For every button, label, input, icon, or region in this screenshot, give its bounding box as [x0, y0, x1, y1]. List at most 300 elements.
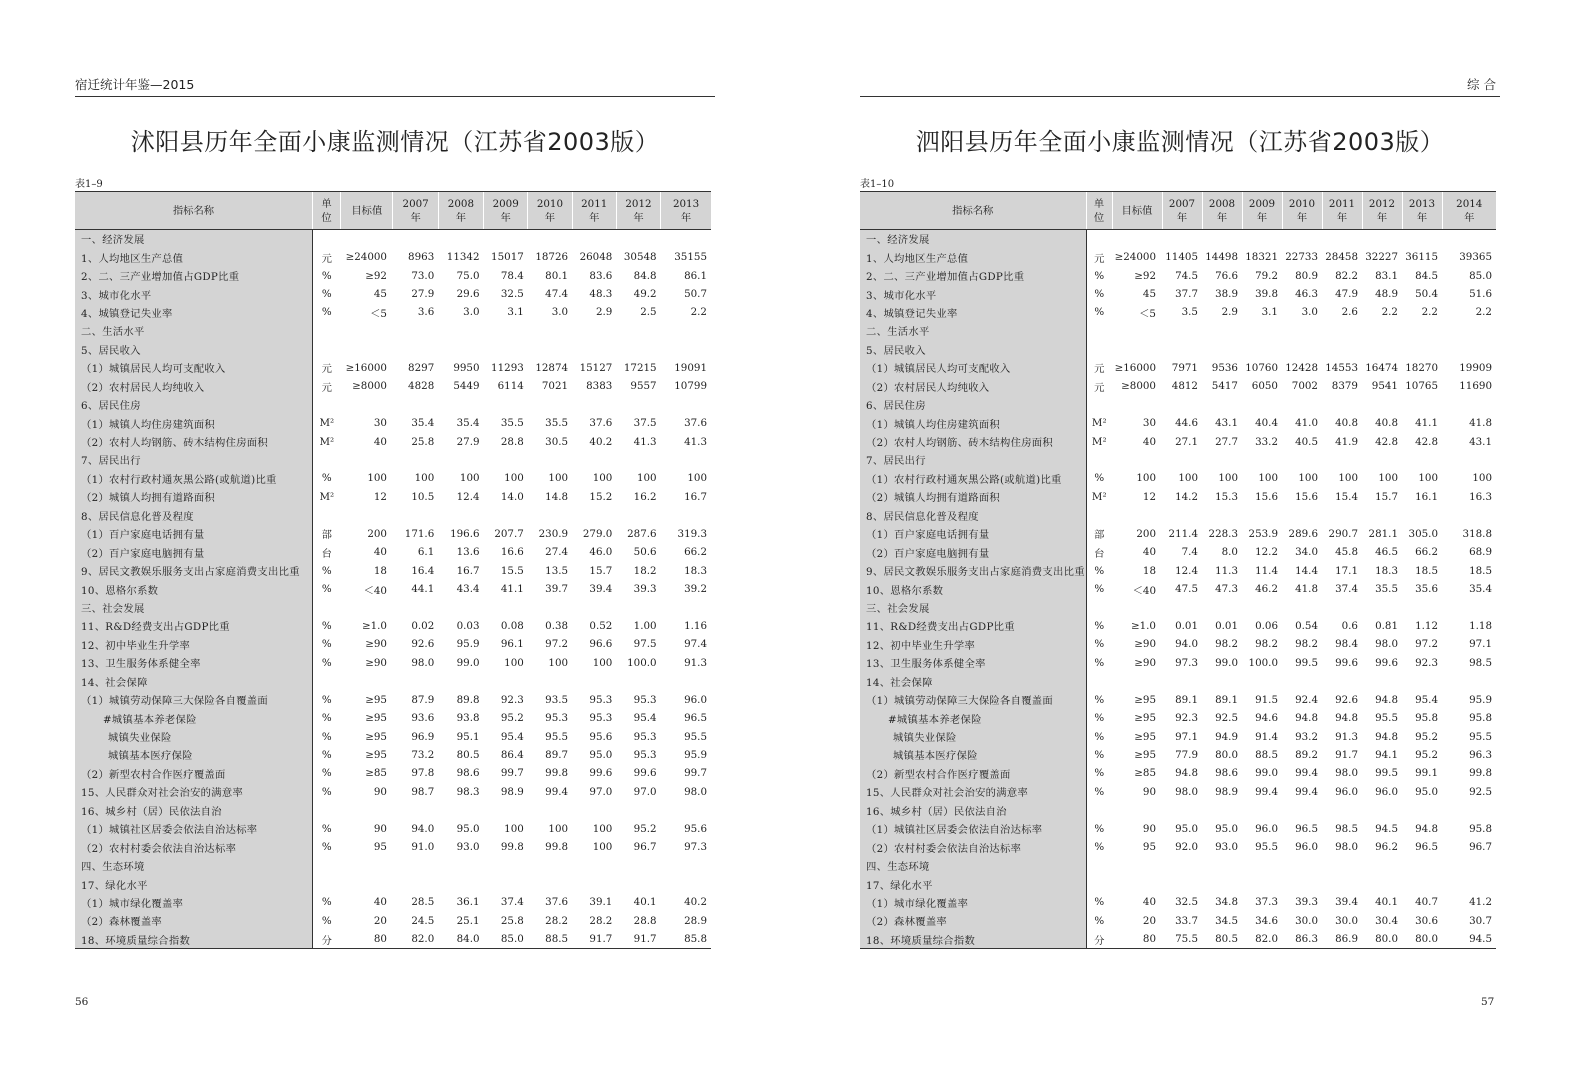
- table-row: [860, 266, 1496, 284]
- value-cell: [1162, 230, 1202, 248]
- table-row: [75, 838, 711, 856]
- value-cell: 93.5: [545, 693, 569, 706]
- value-cell: 93.0: [456, 841, 480, 854]
- table-row: [75, 690, 711, 708]
- unit-cell: %: [1094, 619, 1105, 632]
- unit-cell: %: [1094, 269, 1105, 282]
- value-cell: 4812: [1171, 380, 1198, 393]
- target-cell: ≥90: [1134, 656, 1156, 669]
- value-cell: [528, 322, 572, 340]
- table-row: [860, 285, 1496, 303]
- value-cell: 24.5: [411, 914, 435, 927]
- value-cell: [484, 856, 528, 874]
- target-cell: ≥90: [1134, 638, 1156, 651]
- table-row: [75, 359, 711, 377]
- value-cell: 97.1: [1175, 730, 1198, 743]
- value-cell: 94.8: [1375, 730, 1398, 743]
- value-cell: 95.4: [500, 730, 524, 743]
- value-cell: 96.2: [1375, 841, 1398, 854]
- value-cell: 100: [1418, 472, 1438, 485]
- target-cell: 200: [1136, 527, 1156, 540]
- unit-cell: %: [321, 767, 332, 780]
- value-cell: 41.2: [1469, 896, 1492, 909]
- table-row: [75, 764, 711, 782]
- unit-cell: [312, 598, 340, 616]
- column-header: [572, 192, 616, 230]
- value-cell: 43.1: [1215, 417, 1238, 430]
- column-header: 目标值: [1112, 192, 1162, 230]
- value-cell: 18270: [1405, 361, 1438, 374]
- indicator-name: 6、居民住房: [75, 395, 312, 413]
- table-row: [75, 635, 711, 653]
- value-cell: 37.4: [500, 896, 524, 909]
- value-cell: 100: [1218, 472, 1238, 485]
- table-row: [860, 543, 1496, 561]
- value-cell: 305.0: [1408, 527, 1438, 540]
- target-cell: 90: [1142, 822, 1156, 835]
- indicator-name: 10、恩格尔系数: [75, 580, 312, 598]
- indicator-name: （1）农村行政村通灰黑公路(或航道)比重: [75, 469, 312, 487]
- unit-cell: %: [321, 896, 332, 909]
- value-cell: [1442, 801, 1496, 819]
- table-row: [860, 451, 1496, 469]
- value-cell: [528, 340, 572, 358]
- value-cell: 95.9: [1469, 693, 1492, 706]
- unit-cell: [1086, 395, 1112, 413]
- table-row: [75, 248, 711, 266]
- target-cell: ≥95: [365, 730, 387, 743]
- indicator-name: （1）城镇居民人均可支配收入: [75, 359, 312, 377]
- value-cell: 36.1: [456, 896, 480, 909]
- value-cell: 41.3: [633, 435, 657, 448]
- unit-cell: [1086, 230, 1112, 248]
- unit-cell: [1086, 506, 1112, 524]
- table-row: [860, 561, 1496, 579]
- value-cell: [484, 598, 528, 616]
- table-row: [860, 525, 1496, 543]
- value-cell: 1.18: [1469, 619, 1492, 632]
- value-cell: 29.6: [456, 288, 480, 301]
- header-line: 年: [1176, 211, 1188, 224]
- value-cell: 97.4: [684, 638, 707, 651]
- value-cell: [1362, 340, 1402, 358]
- value-cell: 100: [636, 472, 657, 485]
- value-cell: [616, 395, 660, 413]
- table-row: [860, 340, 1496, 358]
- value-cell: 100: [414, 472, 435, 485]
- value-cell: 9536: [1211, 361, 1238, 374]
- value-cell: 89.8: [456, 693, 480, 706]
- indicator-name: 4、城镇登记失业率: [75, 303, 312, 321]
- value-cell: 11.4: [1255, 564, 1278, 577]
- value-cell: 15.2: [589, 490, 613, 503]
- value-cell: 100: [1472, 472, 1492, 485]
- value-cell: 28.8: [633, 914, 657, 927]
- value-cell: [1402, 322, 1442, 340]
- table-row: [75, 395, 711, 413]
- value-cell: [1402, 856, 1442, 874]
- table-row: [75, 469, 711, 487]
- value-cell: 95.5: [1255, 841, 1278, 854]
- value-cell: 100: [459, 472, 480, 485]
- unit-cell: %: [321, 583, 332, 596]
- value-cell: 18.3: [684, 564, 707, 577]
- value-cell: 41.1: [500, 583, 524, 596]
- indicator-name: 14、社会保障: [860, 672, 1086, 690]
- value-cell: 34.6: [1255, 914, 1278, 927]
- value-cell: 10799: [674, 380, 707, 393]
- value-cell: [1162, 506, 1202, 524]
- table-row: [860, 801, 1496, 819]
- value-cell: [616, 672, 660, 690]
- value-cell: 228.3: [1208, 527, 1238, 540]
- value-cell: [1362, 230, 1402, 248]
- target-cell: ≥1.0: [361, 619, 387, 632]
- value-cell: 35.4: [411, 417, 435, 430]
- table-row: [860, 912, 1496, 930]
- value-cell: [1402, 506, 1442, 524]
- value-cell: 94.8: [1375, 693, 1398, 706]
- table-row: [860, 617, 1496, 635]
- value-cell: [393, 340, 438, 358]
- target-cell: 20: [373, 914, 387, 927]
- indicator-name: 9、居民文教娱乐服务支出占家庭消费支出比重: [860, 561, 1086, 579]
- target-cell: 45: [1142, 288, 1156, 301]
- value-cell: [1242, 598, 1282, 616]
- unit-cell: [312, 672, 340, 690]
- table-row: [75, 488, 711, 506]
- table-row: [75, 783, 711, 801]
- value-cell: [1242, 340, 1282, 358]
- indicator-name: （1）城镇劳动保障三大保险各自覆盖面: [75, 690, 312, 708]
- value-cell: [438, 875, 483, 893]
- value-cell: 87.9: [411, 693, 435, 706]
- value-cell: [572, 395, 616, 413]
- value-cell: 100: [548, 472, 569, 485]
- target-cell: 40: [1142, 896, 1156, 909]
- value-cell: 16.3: [1469, 490, 1492, 503]
- target-cell: ≥16000: [345, 361, 387, 374]
- value-cell: 44.1: [411, 583, 435, 596]
- value-cell: 15017: [491, 251, 524, 264]
- table-title: 泗阳县历年全面小康监测情况（江苏省2003版）: [915, 128, 1445, 156]
- target-cell: 18: [1142, 564, 1156, 577]
- value-cell: [1202, 801, 1242, 819]
- value-cell: 4828: [408, 380, 435, 393]
- value-cell: 0.81: [1375, 619, 1398, 632]
- target-cell: 90: [1142, 785, 1156, 798]
- value-cell: 42.8: [1375, 435, 1398, 448]
- value-cell: 83.1: [1375, 269, 1398, 282]
- column-header: 目标值: [341, 192, 393, 230]
- value-cell: [1282, 395, 1322, 413]
- value-cell: 49.2: [633, 288, 657, 301]
- value-cell: [1162, 451, 1202, 469]
- value-cell: [661, 856, 711, 874]
- value-cell: [1242, 875, 1282, 893]
- value-cell: 97.0: [589, 785, 613, 798]
- value-cell: 97.2: [1415, 638, 1438, 651]
- indicator-name: 三、社会发展: [75, 598, 312, 616]
- value-cell: 93.0: [1215, 841, 1238, 854]
- value-cell: 79.2: [1255, 269, 1278, 282]
- indicator-name: #城镇基本养老保险: [75, 709, 312, 727]
- indicator-name: （1）城市绿化覆盖率: [75, 893, 312, 911]
- value-cell: [393, 875, 438, 893]
- column-header: [484, 192, 528, 230]
- value-cell: 3.1: [1261, 306, 1278, 319]
- value-cell: 100: [504, 472, 524, 485]
- indicator-name: （1）城镇社区居委会依法自治达标率: [75, 820, 312, 838]
- header-line: 2014: [1456, 197, 1483, 210]
- unit-cell: 台: [1094, 547, 1105, 560]
- value-cell: 39.4: [1335, 896, 1358, 909]
- value-cell: 89.2: [1295, 748, 1318, 761]
- value-cell: 94.0: [1175, 638, 1198, 651]
- value-cell: 95.2: [633, 822, 657, 835]
- page-number: 57: [1481, 996, 1495, 1008]
- value-cell: 2.2: [690, 306, 707, 319]
- value-cell: 30.4: [1375, 914, 1398, 927]
- table-row: [75, 580, 711, 598]
- target-cell: ＜5: [1139, 307, 1156, 320]
- value-cell: 40.2: [589, 435, 613, 448]
- table-row: [75, 617, 711, 635]
- value-cell: 92.6: [1335, 693, 1358, 706]
- indicator-name: 17、绿化水平: [75, 875, 312, 893]
- table-row: [860, 838, 1496, 856]
- header-line: 年: [410, 211, 421, 224]
- value-cell: 14553: [1325, 361, 1358, 374]
- table-row: [860, 322, 1496, 340]
- value-cell: 9541: [1371, 380, 1398, 393]
- table-row: [860, 690, 1496, 708]
- value-cell: [1362, 322, 1402, 340]
- value-cell: [661, 322, 711, 340]
- value-cell: 32.5: [500, 288, 524, 301]
- value-cell: 9950: [453, 361, 480, 374]
- value-cell: [393, 395, 438, 413]
- value-cell: [438, 230, 483, 248]
- header-row: [75, 192, 711, 230]
- value-cell: 28.9: [684, 914, 707, 927]
- target-cell: [1112, 451, 1162, 469]
- value-cell: 39.7: [545, 583, 569, 596]
- value-cell: 98.0: [411, 656, 435, 669]
- value-cell: 287.6: [627, 527, 657, 540]
- value-cell: 12.4: [456, 490, 480, 503]
- unit-cell: [312, 506, 340, 524]
- value-cell: [1402, 395, 1442, 413]
- value-cell: 95.3: [633, 693, 657, 706]
- value-cell: [572, 598, 616, 616]
- header-line: 年: [544, 211, 556, 224]
- value-cell: 99.4: [545, 785, 569, 798]
- target-cell: ＜40: [1132, 584, 1156, 597]
- target-cell: [1112, 672, 1162, 690]
- table-row: [860, 783, 1496, 801]
- value-cell: 99.8: [545, 841, 569, 854]
- value-cell: 96.5: [684, 712, 707, 725]
- value-cell: 15.6: [1295, 490, 1318, 503]
- value-cell: 95.3: [589, 693, 613, 706]
- indicator-name: 10、恩格尔系数: [860, 580, 1086, 598]
- table-number: 表1–9: [75, 179, 103, 190]
- value-cell: 95.1: [456, 730, 480, 743]
- value-cell: 15.4: [1335, 490, 1358, 503]
- value-cell: 95.8: [1469, 822, 1492, 835]
- value-cell: 98.0: [1175, 785, 1198, 798]
- value-cell: 37.6: [545, 896, 569, 909]
- value-cell: [1242, 801, 1282, 819]
- value-cell: 27.9: [456, 435, 480, 448]
- unit-cell: %: [321, 914, 332, 927]
- value-cell: 18321: [1245, 251, 1278, 264]
- indicator-name: 13、卫生服务体系健全率: [860, 654, 1086, 672]
- indicator-name: 12、初中毕业生升学率: [860, 635, 1086, 653]
- value-cell: 94.9: [1215, 730, 1238, 743]
- indicator-name: 16、城乡村（居）民依法自治: [75, 801, 312, 819]
- target-cell: [341, 395, 393, 413]
- table-row: [75, 727, 711, 745]
- target-cell: ＜40: [363, 584, 387, 597]
- value-cell: 80.1: [545, 269, 569, 282]
- value-cell: 1.16: [684, 619, 707, 632]
- table-row: [75, 266, 711, 284]
- value-cell: 94.1: [1375, 748, 1398, 761]
- value-cell: 100: [504, 822, 524, 835]
- value-cell: 80.5: [456, 748, 480, 761]
- target-cell: ≥85: [365, 767, 387, 780]
- target-cell: ≥24000: [1114, 251, 1156, 264]
- value-cell: 10765: [1405, 380, 1438, 393]
- value-cell: [616, 340, 660, 358]
- value-cell: 86.3: [1282, 930, 1322, 948]
- value-cell: 40.4: [1255, 417, 1278, 430]
- unit-cell: M²: [319, 417, 335, 430]
- value-cell: 98.2: [1255, 638, 1278, 651]
- value-cell: 27.9: [411, 288, 435, 301]
- value-cell: 98.5: [1469, 656, 1492, 669]
- header-line: 2009: [1248, 197, 1276, 210]
- value-cell: [393, 506, 438, 524]
- value-cell: 98.6: [1215, 767, 1238, 780]
- header-line: 单: [1093, 197, 1105, 210]
- column-header: [528, 192, 572, 230]
- value-cell: 97.5: [633, 638, 657, 651]
- target-cell: [341, 340, 393, 358]
- unit-cell: %: [321, 712, 332, 725]
- value-cell: [616, 451, 660, 469]
- table-row: [75, 875, 711, 893]
- value-cell: 83.6: [589, 269, 613, 282]
- unit-cell: %: [1094, 693, 1105, 706]
- value-cell: 95.6: [684, 822, 707, 835]
- value-cell: [1402, 801, 1442, 819]
- value-cell: [1322, 230, 1362, 248]
- value-cell: 41.8: [1295, 583, 1318, 596]
- value-cell: 2.2: [1381, 306, 1398, 319]
- value-cell: 85.8: [661, 930, 711, 948]
- value-cell: 99.0: [456, 656, 480, 669]
- unit-cell: %: [1094, 656, 1105, 669]
- value-cell: 50.6: [633, 546, 657, 559]
- value-cell: 2.5: [640, 306, 657, 319]
- value-cell: 46.0: [589, 546, 613, 559]
- indicator-name: （1）城镇社区居委会依法自治达标率: [860, 820, 1086, 838]
- indicator-name: 城镇失业保险: [860, 727, 1086, 745]
- value-cell: [1442, 875, 1496, 893]
- value-cell: [1202, 451, 1242, 469]
- value-cell: [393, 598, 438, 616]
- indicator-name: （2）百户家庭电脑拥有量: [75, 543, 312, 561]
- value-cell: 319.3: [677, 527, 707, 540]
- target-cell: 95: [1142, 841, 1156, 854]
- value-cell: 86.4: [500, 748, 524, 761]
- value-cell: 8963: [408, 251, 435, 264]
- value-cell: 8297: [408, 361, 435, 374]
- value-cell: 47.9: [1335, 288, 1358, 301]
- column-header: [393, 192, 438, 230]
- table-row: [860, 506, 1496, 524]
- value-cell: 12.4: [1175, 564, 1198, 577]
- unit-cell: 元: [321, 363, 332, 376]
- value-cell: [1442, 451, 1496, 469]
- value-cell: [1202, 395, 1242, 413]
- indicator-name: 8、居民信息化普及程度: [75, 506, 312, 524]
- value-cell: 99.4: [1295, 767, 1318, 780]
- value-cell: 98.9: [1215, 785, 1238, 798]
- value-cell: 86.9: [1322, 930, 1362, 948]
- header-line: 2008: [447, 197, 475, 210]
- unit-cell: 元: [321, 381, 332, 394]
- unit-cell: %: [321, 841, 332, 854]
- value-cell: [528, 801, 572, 819]
- value-cell: 3.1: [507, 306, 524, 319]
- value-cell: 92.3: [500, 693, 524, 706]
- header-line: 年: [1216, 211, 1228, 224]
- indicator-name: （1）城镇劳动保障三大保险各自覆盖面: [860, 690, 1086, 708]
- indicator-name: 三、社会发展: [860, 598, 1086, 616]
- value-cell: 35.4: [1469, 583, 1492, 596]
- unit-cell: %: [321, 638, 332, 651]
- value-cell: 18726: [535, 251, 569, 264]
- table-row: [860, 654, 1496, 672]
- value-cell: 0.52: [589, 619, 613, 632]
- unit-cell: %: [321, 564, 332, 577]
- target-cell: 18: [373, 564, 387, 577]
- value-cell: 91.7: [1335, 748, 1358, 761]
- value-cell: 16474: [1365, 361, 1398, 374]
- value-cell: 73.0: [411, 269, 435, 282]
- value-cell: [661, 598, 711, 616]
- indicator-name: 3、城市化水平: [75, 285, 312, 303]
- value-cell: [1322, 856, 1362, 874]
- value-cell: 32227: [1365, 251, 1398, 264]
- table-row: [860, 414, 1496, 432]
- running-header: [860, 72, 1500, 97]
- value-cell: 84.0: [438, 930, 483, 948]
- value-cell: 99.0: [1215, 656, 1238, 669]
- unit-cell: [1086, 340, 1112, 358]
- value-cell: 88.5: [528, 930, 572, 948]
- value-cell: 47.4: [545, 288, 569, 301]
- table-row: [75, 930, 711, 948]
- value-cell: 100: [592, 472, 613, 485]
- unit-cell: [1086, 322, 1112, 340]
- value-cell: 3.0: [551, 306, 569, 319]
- value-cell: [572, 875, 616, 893]
